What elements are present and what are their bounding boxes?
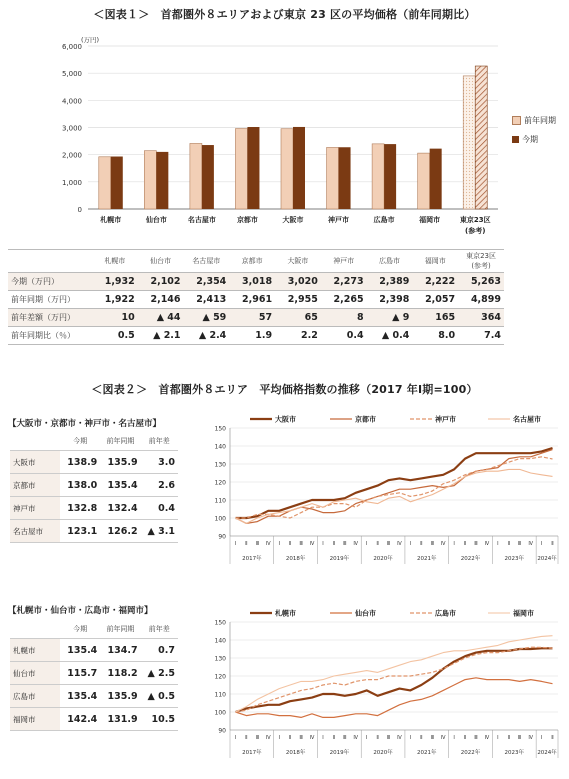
table-cell: 165 bbox=[412, 309, 458, 327]
table-row bbox=[10, 685, 178, 708]
x-tick-label: Ⅱ bbox=[245, 735, 248, 741]
row-label: 名古屋市 bbox=[10, 520, 60, 543]
table-cell: 0.4 bbox=[141, 497, 178, 520]
x-tick-label: Ⅰ bbox=[540, 541, 543, 547]
legend-item-prev bbox=[512, 115, 556, 126]
row-label: 札幌市 bbox=[10, 639, 60, 662]
bar-prev bbox=[281, 129, 293, 209]
table-cell: 5,263 bbox=[458, 273, 504, 291]
x-tick-label: Ⅳ bbox=[309, 735, 315, 741]
year-label: 2020年 bbox=[373, 750, 393, 756]
table-row bbox=[10, 520, 178, 543]
table-cell: ▲ 2.4 bbox=[184, 327, 230, 345]
table-cell: 1,922 bbox=[92, 291, 138, 309]
bar-prev bbox=[463, 76, 475, 209]
row-label: 前年差額（万円） bbox=[8, 309, 92, 327]
table-header: 仙台市 bbox=[138, 250, 184, 273]
legend-item-curr bbox=[512, 134, 556, 145]
x-tick-label: Ⅰ bbox=[409, 541, 412, 547]
table-cell: 0.5 bbox=[92, 327, 138, 345]
x-tick-label: Ⅲ bbox=[386, 541, 391, 547]
y-tick-label: 150 bbox=[214, 425, 226, 433]
x-tick-label: Ⅱ bbox=[420, 735, 423, 741]
x-tick-label: Ⅰ bbox=[234, 735, 237, 741]
figure2-title: ＜図表２＞ 首都圏外８エリア 平均価格指数の推移（2017 年Ⅰ期=100） bbox=[91, 383, 478, 396]
row-label: 仙台市 bbox=[10, 662, 60, 685]
x-tick-label: Ⅳ bbox=[397, 735, 402, 741]
x-tick-label: Ⅲ bbox=[255, 541, 260, 547]
table-header: 神戸市 bbox=[321, 250, 367, 273]
y-tick-label: 140 bbox=[214, 637, 226, 645]
table-cell: 2,955 bbox=[275, 291, 321, 309]
x-tick-label: Ⅱ bbox=[507, 735, 511, 741]
table-corner bbox=[10, 620, 60, 639]
y-tick-label: 1,000 bbox=[61, 178, 82, 187]
table-cell: 135.9 bbox=[100, 685, 140, 708]
table-header: 前年同期 bbox=[100, 620, 140, 639]
table-cell: 132.8 bbox=[60, 497, 100, 520]
table-row bbox=[8, 327, 504, 345]
table-cell: ▲ 59 bbox=[184, 309, 230, 327]
table-cell: 7.4 bbox=[458, 327, 504, 345]
table-header-row bbox=[8, 250, 504, 273]
row-label: 前年同期（万円） bbox=[8, 291, 92, 309]
x-tick-label: Ⅲ bbox=[474, 541, 478, 547]
row-label: 福岡市 bbox=[10, 708, 60, 731]
bar-curr bbox=[430, 149, 442, 209]
x-tick-label: Ⅱ bbox=[332, 541, 336, 547]
legend-label: 京都市 bbox=[355, 415, 376, 424]
bar-prev bbox=[190, 143, 202, 209]
table-cell: 138.0 bbox=[60, 474, 100, 497]
bar-curr bbox=[339, 147, 351, 209]
bar-curr bbox=[475, 66, 487, 209]
bar-chart bbox=[0, 26, 569, 248]
legend-label: 名古屋市 bbox=[513, 415, 541, 424]
table-cell: 135.4 bbox=[60, 639, 100, 662]
group-a-label: 【大阪市・京都市・神戸市・名古屋市】 bbox=[8, 419, 162, 429]
table-cell: 4,899 bbox=[458, 291, 504, 309]
year-label: 2022年 bbox=[460, 556, 481, 562]
table-cell: 2,146 bbox=[138, 291, 184, 309]
table-header: 福岡市 bbox=[412, 250, 458, 273]
table-header: 広島市 bbox=[367, 250, 413, 273]
bar-legend bbox=[512, 115, 556, 145]
x-tick-label: Ⅰ bbox=[540, 735, 543, 741]
bar-prev bbox=[327, 147, 339, 209]
table-cell: 65 bbox=[275, 309, 321, 327]
legend-label: 神戸市 bbox=[435, 415, 456, 424]
x-tick-label: Ⅰ bbox=[409, 735, 412, 741]
table-cell: ▲ 3.1 bbox=[141, 520, 178, 543]
x-tick-label: Ⅳ bbox=[265, 735, 271, 741]
table-corner bbox=[8, 250, 92, 273]
y-tick-label: 110 bbox=[214, 691, 226, 699]
table-cell: 1.9 bbox=[229, 327, 275, 345]
x-tick-label: Ⅳ bbox=[353, 541, 359, 547]
bar-prev bbox=[99, 157, 111, 209]
row-label: 今期（万円） bbox=[8, 273, 92, 291]
x-tick-label: Ⅲ bbox=[299, 541, 303, 547]
x-tick-label: Ⅰ bbox=[365, 735, 368, 741]
x-tick-label: Ⅲ bbox=[255, 735, 260, 741]
x-tick-label: Ⅱ bbox=[245, 541, 248, 547]
y-tick-label: 90 bbox=[218, 533, 226, 541]
table-cell: 3,018 bbox=[229, 273, 275, 291]
y-tick-label: 100 bbox=[214, 709, 226, 717]
year-label: 2018年 bbox=[285, 750, 306, 756]
table-cell: 131.9 bbox=[100, 708, 140, 731]
x-tick-label: Ⅲ bbox=[474, 735, 478, 741]
x-tick-label: 広島市 bbox=[373, 216, 395, 224]
table-row bbox=[8, 309, 504, 327]
row-label: 京都市 bbox=[10, 474, 60, 497]
series-line bbox=[236, 469, 553, 523]
y-tick-label: 2,000 bbox=[61, 151, 82, 160]
line-chart-group-a bbox=[200, 410, 569, 570]
table-cell: ▲ 9 bbox=[367, 309, 413, 327]
x-tick-label: 大阪市 bbox=[282, 216, 304, 224]
x-tick-label: Ⅱ bbox=[463, 735, 467, 741]
year-label: 2023年 bbox=[504, 556, 525, 562]
x-tick-label: (参考) bbox=[465, 227, 486, 235]
bar-curr bbox=[202, 145, 214, 209]
x-tick-label: Ⅲ bbox=[299, 735, 303, 741]
table-header: 今期 bbox=[60, 620, 100, 639]
x-tick-label: Ⅱ bbox=[376, 735, 379, 741]
table-cell: 8.0 bbox=[412, 327, 458, 345]
table-header-row bbox=[10, 432, 178, 451]
table-cell: ▲ 44 bbox=[138, 309, 184, 327]
table-header: 前年同期 bbox=[100, 432, 140, 451]
year-label: 2019年 bbox=[329, 556, 350, 562]
table-cell: 0.4 bbox=[321, 327, 367, 345]
legend-label: 大阪市 bbox=[275, 415, 296, 424]
x-tick-label: Ⅰ bbox=[322, 541, 324, 547]
table-cell: 2,389 bbox=[367, 273, 413, 291]
x-tick-label: Ⅰ bbox=[365, 541, 368, 547]
legend-label: 福岡市 bbox=[513, 609, 534, 618]
x-tick-label: 仙台市 bbox=[145, 216, 167, 224]
table-row bbox=[10, 708, 178, 731]
x-tick-label: Ⅰ bbox=[497, 541, 499, 547]
table-cell: 2,265 bbox=[321, 291, 367, 309]
x-tick-label: Ⅳ bbox=[309, 541, 315, 547]
x-tick-label: Ⅱ bbox=[551, 541, 554, 547]
year-label: 2023年 bbox=[504, 750, 525, 756]
table-cell: 8 bbox=[321, 309, 367, 327]
y-tick-label: 140 bbox=[214, 443, 226, 451]
y-tick-label: 150 bbox=[214, 619, 226, 627]
table-cell: 10.5 bbox=[141, 708, 178, 731]
x-tick-label: Ⅰ bbox=[278, 735, 280, 741]
table-header: 京都市 bbox=[229, 250, 275, 273]
group-a-table bbox=[10, 432, 178, 543]
table-row bbox=[10, 451, 178, 474]
table-cell: 2.2 bbox=[275, 327, 321, 345]
x-tick-label: Ⅰ bbox=[278, 541, 280, 547]
year-label: 2017年 bbox=[242, 750, 262, 756]
y-tick-label: 90 bbox=[218, 727, 226, 735]
x-tick-label: Ⅰ bbox=[497, 735, 499, 741]
table-header: 名古屋市 bbox=[184, 250, 230, 273]
x-tick-label: Ⅳ bbox=[484, 735, 490, 741]
y-tick-label: 120 bbox=[214, 673, 226, 681]
table-cell: 126.2 bbox=[100, 520, 140, 543]
table-cell: 2,273 bbox=[321, 273, 367, 291]
x-tick-label: Ⅲ bbox=[518, 541, 522, 547]
year-label: 2019年 bbox=[329, 750, 350, 756]
x-tick-label: Ⅳ bbox=[440, 541, 446, 547]
y-tick-label: 3,000 bbox=[61, 124, 82, 133]
x-tick-label: Ⅳ bbox=[353, 735, 359, 741]
table-header: 大阪市 bbox=[275, 250, 321, 273]
table-cell: 2,413 bbox=[184, 291, 230, 309]
y-tick-label: 100 bbox=[214, 515, 226, 523]
y-tick-label: 6,000 bbox=[61, 43, 82, 51]
table-cell: 2,961 bbox=[229, 291, 275, 309]
table-row bbox=[8, 273, 504, 291]
x-tick-label: Ⅰ bbox=[234, 541, 237, 547]
table-cell: 2,057 bbox=[412, 291, 458, 309]
row-label: 前年同期比（％） bbox=[8, 327, 92, 345]
bar-prev bbox=[235, 129, 247, 209]
table-row bbox=[10, 639, 178, 662]
table-cell: 142.4 bbox=[60, 708, 100, 731]
series-line bbox=[236, 678, 553, 718]
bar-prev bbox=[144, 151, 156, 209]
x-tick-label: Ⅳ bbox=[484, 541, 490, 547]
table-header: 前年差 bbox=[141, 620, 178, 639]
table-cell: 135.4 bbox=[60, 685, 100, 708]
table-cell: 3.0 bbox=[141, 451, 178, 474]
x-tick-label: 名古屋市 bbox=[187, 216, 216, 224]
table-cell: 123.1 bbox=[60, 520, 100, 543]
legend-label-prev: 前年同期 bbox=[524, 116, 556, 125]
series-line bbox=[236, 448, 553, 518]
bar-curr bbox=[111, 157, 123, 209]
x-tick-label: Ⅱ bbox=[507, 541, 511, 547]
x-tick-label: Ⅱ bbox=[288, 541, 292, 547]
x-tick-label: Ⅰ bbox=[453, 735, 455, 741]
series-line bbox=[236, 636, 553, 712]
table-row bbox=[8, 291, 504, 309]
table-cell: ▲ 0.4 bbox=[367, 327, 413, 345]
x-tick-label: Ⅰ bbox=[453, 541, 455, 547]
year-label: 2020年 bbox=[373, 556, 393, 562]
bar-curr bbox=[293, 127, 305, 209]
year-label: 2022年 bbox=[460, 750, 481, 756]
row-label: 大阪市 bbox=[10, 451, 60, 474]
x-tick-label: Ⅳ bbox=[440, 735, 446, 741]
y-tick-label: 130 bbox=[214, 655, 226, 663]
y-tick-label: 120 bbox=[214, 479, 226, 487]
x-tick-label: Ⅲ bbox=[343, 541, 347, 547]
x-tick-label: 福岡市 bbox=[419, 216, 441, 224]
x-tick-label: Ⅳ bbox=[265, 541, 271, 547]
table-cell: 135.9 bbox=[100, 451, 140, 474]
x-tick-label: Ⅱ bbox=[376, 541, 379, 547]
table-cell: 57 bbox=[229, 309, 275, 327]
table-cell: 135.4 bbox=[100, 474, 140, 497]
table-cell: 2,102 bbox=[138, 273, 184, 291]
table-cell: 2,398 bbox=[367, 291, 413, 309]
year-label: 2018年 bbox=[285, 556, 306, 562]
table-cell: 118.2 bbox=[100, 662, 140, 685]
table-cell: 132.4 bbox=[100, 497, 140, 520]
table-corner bbox=[10, 432, 60, 451]
x-tick-label: Ⅱ bbox=[332, 735, 336, 741]
table-header: 東京23区 (参考) bbox=[458, 250, 504, 273]
year-label: 2024年 bbox=[537, 750, 557, 756]
price-table bbox=[8, 249, 504, 345]
row-label: 広島市 bbox=[10, 685, 60, 708]
table-header-row bbox=[10, 620, 178, 639]
group-b-label: 【札幌市・仙台市・広島市・福岡市】 bbox=[8, 606, 153, 616]
bar-curr bbox=[247, 127, 259, 209]
table-cell: 134.7 bbox=[100, 639, 140, 662]
table-header: 前年差 bbox=[141, 432, 178, 451]
legend-label: 仙台市 bbox=[355, 609, 376, 618]
x-tick-label: 札幌市 bbox=[100, 216, 122, 224]
legend-swatch-prev bbox=[512, 116, 521, 125]
year-label: 2021年 bbox=[417, 556, 437, 562]
row-label: 神戸市 bbox=[10, 497, 60, 520]
bar-prev bbox=[418, 153, 430, 209]
table-cell: 0.7 bbox=[141, 639, 178, 662]
x-tick-label: Ⅳ bbox=[528, 541, 533, 547]
bar-curr bbox=[384, 144, 396, 209]
year-label: 2017年 bbox=[242, 556, 262, 562]
table-cell: 115.7 bbox=[60, 662, 100, 685]
table-cell: 2,222 bbox=[412, 273, 458, 291]
x-tick-label: Ⅱ bbox=[551, 735, 554, 741]
x-tick-label: Ⅲ bbox=[430, 541, 434, 547]
y-tick-label: 110 bbox=[214, 497, 226, 505]
table-cell: 2.6 bbox=[141, 474, 178, 497]
legend-label: 広島市 bbox=[435, 609, 456, 618]
figure1-title: ＜図表１＞ 首都圏外８エリアおよび東京 23 区の平均価格（前年同期比） bbox=[93, 8, 476, 21]
x-tick-label: Ⅲ bbox=[518, 735, 522, 741]
table-cell: 364 bbox=[458, 309, 504, 327]
legend-swatch-curr bbox=[512, 136, 519, 143]
table-row bbox=[10, 662, 178, 685]
y-unit-label: (万円) bbox=[80, 36, 100, 44]
x-tick-label: Ⅱ bbox=[463, 541, 467, 547]
table-cell: ▲ 2.1 bbox=[138, 327, 184, 345]
legend-label-curr: 今期 bbox=[522, 135, 538, 144]
x-tick-label: Ⅲ bbox=[343, 735, 347, 741]
year-label: 2021年 bbox=[417, 750, 437, 756]
year-label: 2024年 bbox=[537, 556, 557, 562]
legend-label: 札幌市 bbox=[275, 609, 296, 618]
table-row bbox=[10, 474, 178, 497]
table-row bbox=[10, 497, 178, 520]
x-tick-label: 東京23区 bbox=[459, 216, 491, 224]
y-tick-label: 5,000 bbox=[61, 70, 82, 79]
bar-curr bbox=[156, 152, 168, 209]
y-tick-label: 0 bbox=[77, 206, 82, 214]
table-cell: 3,020 bbox=[275, 273, 321, 291]
table-cell: 2,354 bbox=[184, 273, 230, 291]
table-cell: ▲ 2.5 bbox=[141, 662, 178, 685]
x-tick-label: Ⅱ bbox=[420, 541, 423, 547]
table-cell: ▲ 0.5 bbox=[141, 685, 178, 708]
table-header: 札幌市 bbox=[92, 250, 138, 273]
bar-prev bbox=[372, 144, 384, 209]
table-header: 今期 bbox=[60, 432, 100, 451]
x-tick-label: Ⅲ bbox=[430, 735, 434, 741]
x-tick-label: Ⅳ bbox=[397, 541, 402, 547]
y-tick-label: 130 bbox=[214, 461, 226, 469]
x-tick-label: Ⅳ bbox=[528, 735, 533, 741]
x-tick-label: Ⅱ bbox=[288, 735, 292, 741]
y-tick-label: 4,000 bbox=[61, 97, 82, 106]
x-tick-label: 京都市 bbox=[236, 216, 258, 224]
x-tick-label: 神戸市 bbox=[328, 216, 350, 224]
x-tick-label: Ⅰ bbox=[322, 735, 324, 741]
table-cell: 138.9 bbox=[60, 451, 100, 474]
table-cell: 10 bbox=[92, 309, 138, 327]
group-b-table bbox=[10, 620, 178, 731]
table-cell: 1,932 bbox=[92, 273, 138, 291]
x-tick-label: Ⅲ bbox=[386, 735, 391, 741]
line-chart-group-b bbox=[200, 604, 569, 769]
